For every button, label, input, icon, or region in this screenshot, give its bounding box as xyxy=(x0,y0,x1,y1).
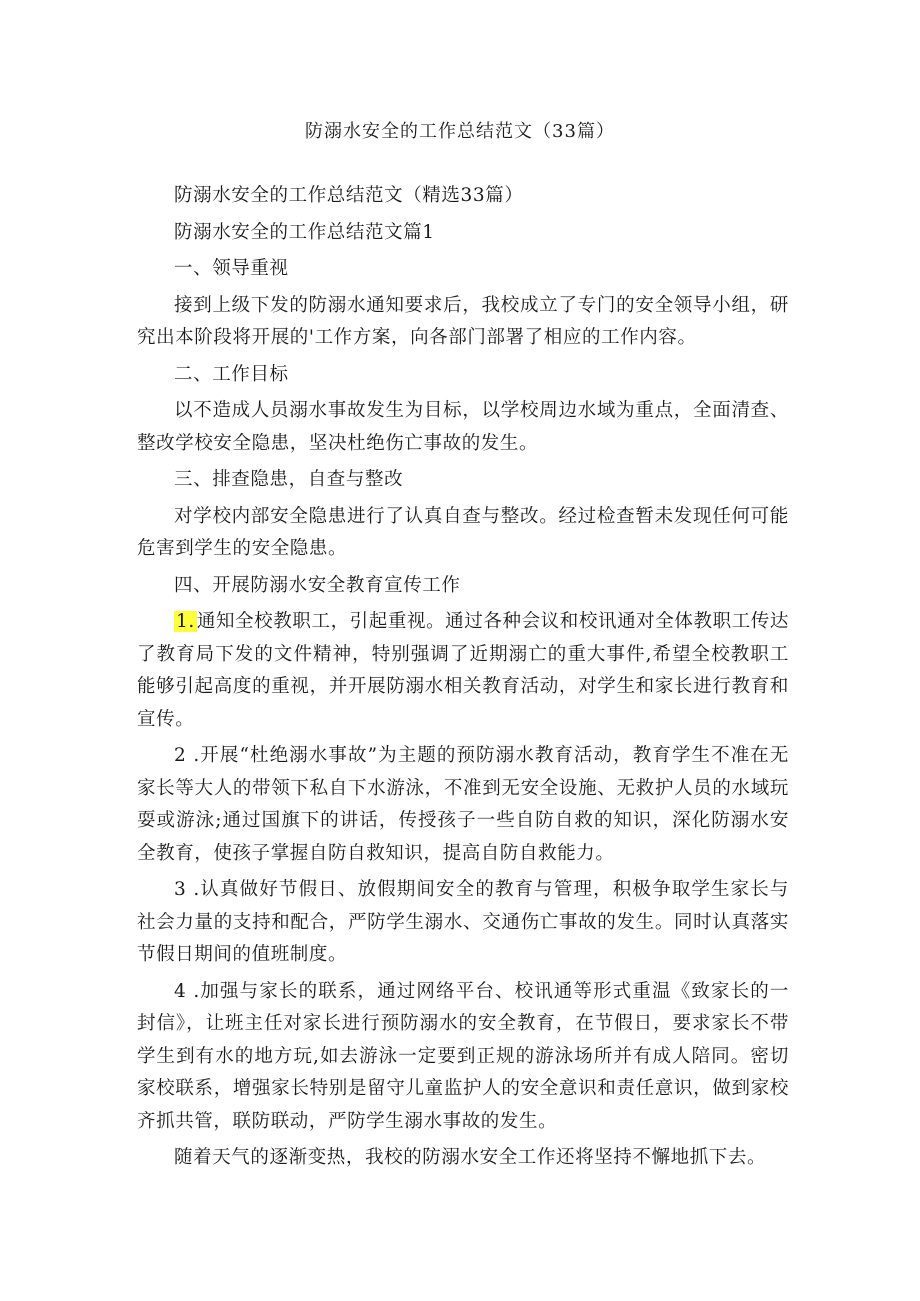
list-item-3: 3 .认真做好节假日、放假期间安全的教育与管理，积极争取学生家长与社会力量的支持和配合，严防学生溺水、交通伤亡事故的发生。同时认真落实节假日期间的值班制度。 xyxy=(137,879,789,965)
list-item-4: 4 .加强与家长的联系，通过网络平台、校讯通等形式重温《致家长的一封信》，让班主任对家长进行预防溺水的安全教育，在节假日，要求家长不带学生到有水的地方玩,如去游泳一定要到正规的游泳场所并有成人陪同。密切家校联系，增强家长特别是留守儿童监护人的安全意识和责任意识，做到家校齐抓共管，联防联动，严防学生溺水事故的发生。 xyxy=(137,980,789,1132)
document-title: 防溺水安全的工作总结范文（33篇） xyxy=(305,121,615,142)
document-subtitle: 防溺水安全的工作总结范文（精选33篇） xyxy=(174,185,524,206)
list-item-1 xyxy=(137,606,789,736)
section-heading-inspection: 三、排查隐患，自查与整改 xyxy=(174,469,404,490)
section-heading-goals: 二、工作目标 xyxy=(174,363,289,385)
list-item-1-text: 通知全校教职工，引起重视。通过各种会议和校讯通对全体教职工传达了教育局下发的文件精神，特别强调了近期溺亡的重大事件,希望全校教职工能够引起高度的重视，并开展防溺水相关教育活动，对学生和家长进行教育和宣传。 xyxy=(137,611,789,730)
highlighted-marker: 1. xyxy=(176,611,195,632)
document-body xyxy=(137,180,789,1179)
article-heading: 防溺水安全的工作总结范文篇1 xyxy=(174,221,435,243)
section-text-inspection: 对学校内部安全隐患进行了认真自查与整改。经过检查暂未发现任何可能危害到学生的安全隐患。 xyxy=(137,505,789,559)
section-text-leadership: 接到上级下发的防溺水通知要求后，我校成立了专门的安全领导小组，研究出本阶段将开展的'工作方案，向各部门部署了相应的工作内容。 xyxy=(137,294,789,348)
section-text-goals: 以不造成人员溺水事故发生为目标，以学校周边水域为重点，全面清查、整改学校安全隐患，坚决杜绝伤亡事故的发生。 xyxy=(137,400,789,454)
section-heading-education: 四、开展防溺水安全教育宣传工作 xyxy=(174,574,461,596)
section-heading-leadership: 一、领导重视 xyxy=(174,258,289,279)
list-item-2: 2 .开展“杜绝溺水事故”为主题的预防溺水教育活动，教育学生不准在无家长等大人的带领下私自下水游泳，不准到无安全设施、无救护人员的水域玩耍或游泳;通过国旗下的讲话，传授孩子一些自防自救的知识，深化防溺水安全教育，使孩子掌握自防自救知识，提高自防自救能力。 xyxy=(137,745,789,864)
closing-paragraph: 随着天气的逐渐变热，我校的防溺水安全工作还将坚持不懈地抓下去。 xyxy=(174,1147,767,1168)
